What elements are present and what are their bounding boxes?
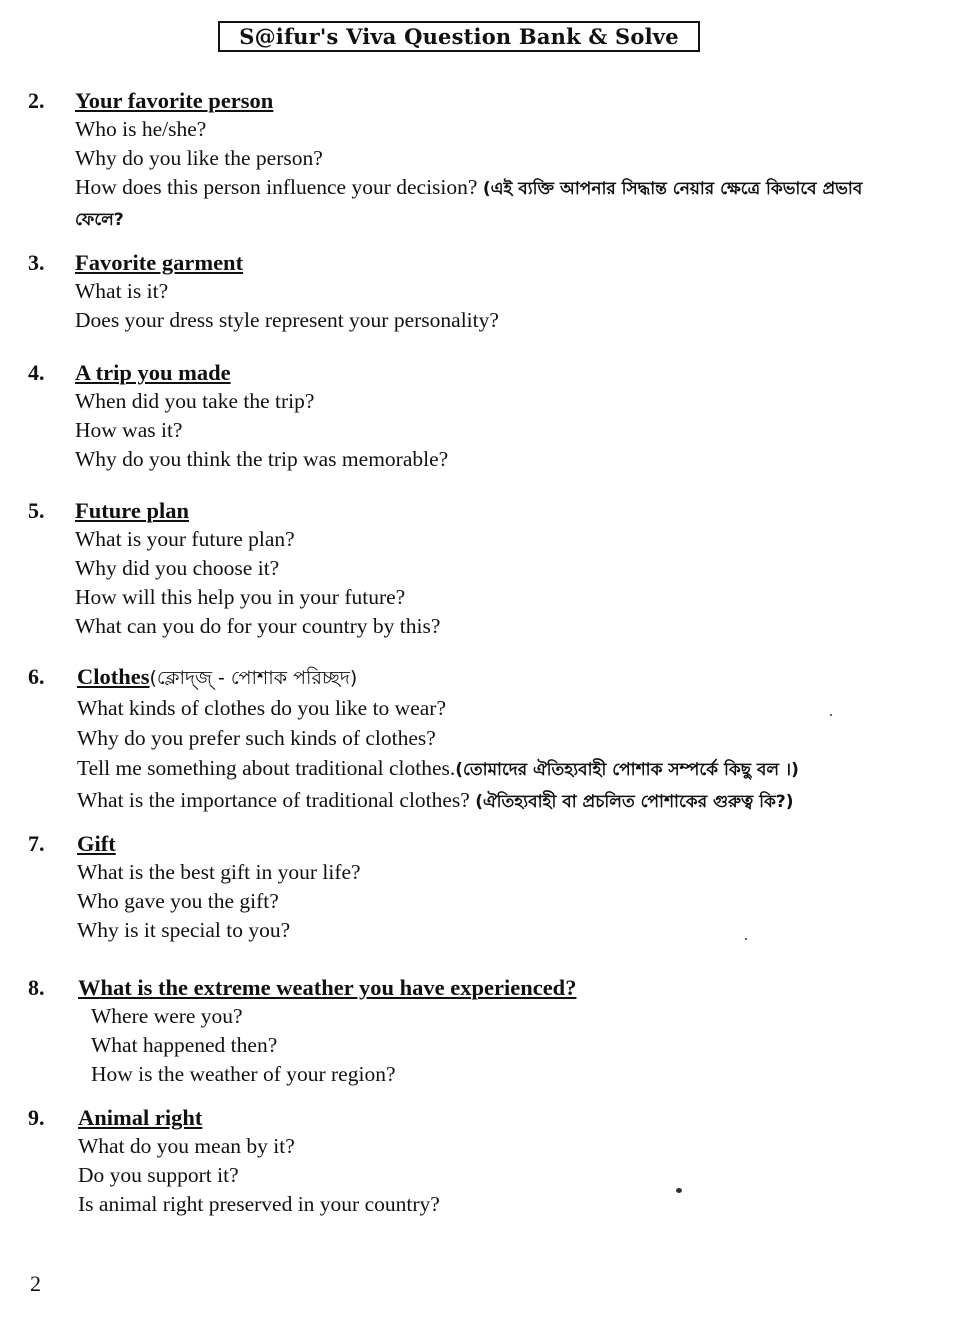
question: Who is he/she? bbox=[75, 117, 207, 141]
section-body bbox=[77, 662, 934, 817]
question: Does your dress style represent your personality? bbox=[75, 308, 499, 332]
section-body bbox=[75, 358, 934, 474]
scan-speck bbox=[830, 714, 832, 716]
section-heading: A trip you made bbox=[75, 360, 231, 385]
question: Do you support it? bbox=[78, 1163, 239, 1187]
bengali-pronunciation: (ক্লোদ্জ্ - পোশাক পরিচ্ছদ) bbox=[149, 667, 358, 689]
bengali-translation: (এই ব্যক্তি আপনার সিদ্ধান্ত নেয়ার ক্ষেত্রে কিভাবে প্রভাব ফেলে? bbox=[75, 179, 863, 230]
bengali-translation: (ঐতিহ্যবাহী বা প্রচলিত পোশাকের গুরুত্ব কি?) bbox=[475, 792, 794, 812]
section-number: 5. bbox=[28, 498, 45, 523]
section-body bbox=[75, 86, 934, 235]
section-heading: Favorite garment bbox=[75, 250, 244, 275]
section-number: 2. bbox=[28, 88, 45, 113]
section-body bbox=[75, 248, 934, 335]
question: Why do you prefer such kinds of clothes? bbox=[77, 726, 436, 750]
section-heading: Your favorite person bbox=[75, 88, 274, 113]
section-heading: Clothes(ক্লোদ্জ্ - পোশাক পরিচ্ছদ) bbox=[77, 664, 358, 689]
question: What happened then? bbox=[91, 1033, 278, 1057]
question: Who gave you the gift? bbox=[77, 889, 279, 913]
question: Why is it special to you? bbox=[77, 918, 291, 942]
page-title: S@ifur's Viva Question Bank & Solve bbox=[239, 24, 679, 49]
section-number: 8. bbox=[28, 975, 45, 1000]
question: What is the best gift in your life? bbox=[77, 860, 361, 884]
question: Where were you? bbox=[91, 1004, 243, 1028]
page-number: 2 bbox=[30, 1271, 41, 1296]
section-body bbox=[78, 973, 934, 1089]
question: How was it? bbox=[75, 418, 183, 442]
question: What is the importance of traditional clothes? (ঐতিহ্যবাহী বা প্রচলিত পোশাকের গুরুত্ব কি?) bbox=[77, 788, 794, 812]
section-heading: Gift bbox=[77, 831, 116, 856]
question: Tell me something about traditional clothes.(তোমাদের ঐতিহ্যবাহী পোশাক সম্পর্কে কিছু বল ।) bbox=[77, 756, 799, 780]
question: Why did you choose it? bbox=[75, 556, 280, 580]
question: Is animal right preserved in your country? bbox=[78, 1192, 440, 1216]
question: How is the weather of your region? bbox=[91, 1062, 396, 1086]
question: When did you take the trip? bbox=[75, 389, 315, 413]
question: How does this person influence your decision? (এই ব্যক্তি আপনার সিদ্ধান্ত নেয়ার ক্ষেত্রে কিভাবে প্রভাব ফেলে? bbox=[75, 175, 863, 230]
question: Why do you like the person? bbox=[75, 146, 323, 170]
question: What is your future plan? bbox=[75, 527, 295, 551]
section-heading: Future plan bbox=[75, 498, 189, 523]
page-title-box bbox=[218, 21, 700, 52]
question: What can you do for your country by this? bbox=[75, 614, 441, 638]
scan-speck bbox=[676, 1188, 682, 1193]
section-body bbox=[78, 1103, 934, 1219]
section-heading: Animal right bbox=[78, 1105, 203, 1130]
question: What do you mean by it? bbox=[78, 1134, 295, 1158]
question: Why do you think the trip was memorable? bbox=[75, 447, 449, 471]
section-heading: What is the extreme weather you have experienced? bbox=[78, 975, 577, 1000]
section-body bbox=[75, 496, 934, 641]
section-number: 6. bbox=[28, 664, 45, 689]
section-number: 4. bbox=[28, 360, 45, 385]
question: How will this help you in your future? bbox=[75, 585, 406, 609]
section-number: 7. bbox=[28, 831, 45, 856]
section-number: 3. bbox=[28, 250, 45, 275]
section-number: 9. bbox=[28, 1105, 45, 1130]
bengali-translation: (তোমাদের ঐতিহ্যবাহী পোশাক সম্পর্কে কিছু বল ।) bbox=[455, 760, 799, 780]
question: What is it? bbox=[75, 279, 169, 303]
question: What kinds of clothes do you like to wear? bbox=[77, 696, 446, 720]
scan-speck bbox=[745, 938, 747, 940]
section-body bbox=[77, 829, 934, 945]
